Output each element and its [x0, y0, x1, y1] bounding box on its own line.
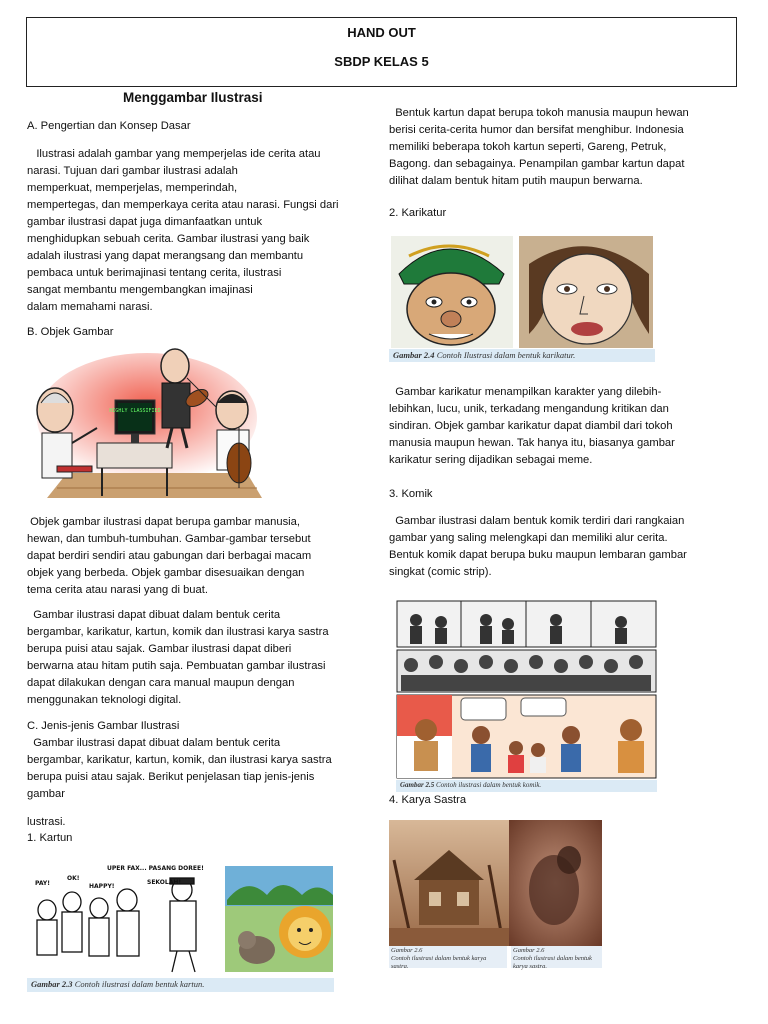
karikatur-heading: 2. Karikatur	[389, 207, 447, 219]
text-line: dapat berdiri sendiri atau gabungan dari berbagai macam	[27, 550, 312, 562]
text-line: bergambar, karikatur, kartun, komik dan ilustrasi karya sastra	[27, 626, 329, 638]
komik-heading: 3. Komik	[389, 488, 433, 500]
paragraph-kartun	[389, 105, 749, 190]
text-line: singkat (comic strip).	[389, 566, 492, 578]
text-line: dapat dilakukan dengan cara manual maupun dengan	[27, 677, 295, 689]
page-title: Menggambar Ilustrasi	[123, 90, 263, 105]
text-line: gambar	[27, 788, 65, 800]
text-line: tema cerita atau narasi yang di buat.	[27, 584, 208, 596]
cartoon-bubble-text: UPER FAX... PASANG DOREE!	[107, 865, 204, 872]
text-line: sindiran. Objek gambar karikatur dapat diambil dari tokoh	[389, 420, 673, 432]
komik-caption	[396, 780, 657, 792]
text-line: Ilustrasi adalah gambar yang memperjelas ide cerita atau	[27, 148, 321, 160]
caption-text: Contoh ilustrasi dalam bentuk kartun.	[74, 979, 205, 989]
text-line: Objek gambar ilustrasi dapat berupa gambar manusia,	[27, 516, 300, 528]
karya-sastra-heading: 4. Karya Sastra	[389, 794, 467, 806]
header-title: HAND OUT	[347, 25, 416, 40]
section-c	[27, 718, 377, 803]
header-subtitle: SBDP KELAS 5	[334, 54, 429, 69]
caption-text: Contoh ilustrasi dalam bentuk karya sastra.	[391, 955, 487, 970]
text-line: Bentuk kartun dapat berupa tokoh manusia maupun hewan	[389, 107, 689, 119]
text-line: dalam memahami narasi.	[27, 301, 153, 313]
objek-gambar-illustration	[27, 348, 262, 500]
paragraph-b1	[27, 514, 377, 599]
text-line: gambar yang saling melengkapi dan memiliki alur cerita.	[389, 532, 668, 544]
karya-sastra-illustration	[389, 820, 602, 946]
caption-label: Gambar 2.3	[31, 979, 73, 989]
monitor-text: HIGHLY CLASSIFIED	[109, 408, 161, 414]
karikatur-caption	[389, 349, 655, 362]
cartoon-bubble-text: PAY!	[35, 880, 50, 887]
sastra-caption-right	[511, 946, 602, 968]
header-box	[26, 17, 737, 87]
section-a-heading: A. Pengertian dan Konsep Dasar	[27, 120, 191, 132]
karikatur-illustration	[389, 234, 655, 349]
text-line: berwarna atau hitam putih saja. Pembuatan gambar ilustrasi	[27, 660, 326, 672]
caption-text: Contoh ilustrasi dalam bentuk komik.	[435, 781, 542, 789]
lustrasi-text: lustrasi.	[27, 816, 66, 828]
text-line: berisi cerita-cerita humor dan bersifat menghibur. Indonesia	[389, 124, 684, 136]
text-line: bergambar, karikatur, kartun, komik, dan ilustrasi karya sastra	[27, 754, 332, 766]
komik-illustration	[396, 600, 657, 780]
paragraph-a	[27, 146, 377, 316]
section-c-heading: C. Jenis-jenis Gambar Ilustrasi	[27, 720, 180, 732]
text-line: narasi. Tujuan dari gambar ilustrasi adalah	[27, 165, 238, 177]
sastra-caption-left	[389, 946, 507, 968]
caption-text: Contoh ilustrasi dalam bentuk karya sastra.	[513, 955, 592, 970]
text-line: objek yang berbeda. Objek gambar disesuaikan dengan	[27, 567, 305, 579]
text-line: menggunakan teknologi digital.	[27, 694, 182, 706]
cartoon-bubble-text: HAPPY!	[89, 883, 115, 890]
text-line: sangat membantu mengembangkan imajinasi	[27, 284, 253, 296]
text-line: hewan, dan tumbuh-tumbuhan. Gambar-gambar tersebut	[27, 533, 311, 545]
text-line: Gambar karikatur menampilkan karakter yang dilebih-	[389, 386, 662, 398]
text-line: dilihat dalam bentuk hitam putih maupun berwarna.	[389, 175, 643, 187]
caption-text: Contoh Ilustrasi dalam bentuk karikatur.	[436, 350, 576, 360]
paragraph-komik	[389, 513, 749, 581]
caption-label: Gambar 2.5	[400, 781, 435, 789]
paragraph-b2	[27, 607, 377, 709]
kartun-heading: 1. Kartun	[27, 832, 73, 844]
caption-label: Gambar 2.6	[391, 947, 423, 954]
text-line: Bentuk komik dapat berupa buku maupun lembaran gambar	[389, 549, 687, 561]
text-line: karikatur sering dijadikan sebagai meme.	[389, 454, 593, 466]
kartun-illustration	[27, 860, 334, 978]
caption-label: Gambar 2.6	[513, 947, 545, 954]
text-line: Gambar ilustrasi dapat dibuat dalam bentuk cerita	[27, 737, 281, 749]
text-line: pembaca untuk berimajinasi tentang cerita, ilustrasi	[27, 267, 282, 279]
paragraph-karikatur	[389, 384, 749, 469]
text-line: mempertegas, dan memperkaya cerita atau narasi. Fungsi dari	[27, 199, 339, 211]
section-b-heading: B. Objek Gambar	[27, 326, 114, 338]
cartoon-bubble-text: OK!	[67, 875, 80, 882]
text-line: berupa puisi atau sajak. Gambar ilustrasi dapat diberi	[27, 643, 292, 655]
text-line: Gambar ilustrasi dalam bentuk komik terdiri dari rangkaian	[389, 515, 685, 527]
text-line: manusia maupun hewan. Tak hanya itu, biasanya gambar	[389, 437, 675, 449]
text-line: adalah ilustrasi yang dapat merangsang dan membantu	[27, 250, 304, 262]
text-line: gambar ilustrasi dapat juga dimanfaatkan untuk	[27, 216, 263, 228]
text-line: menghidupkan sebuah cerita. Gambar ilustrasi yang baik	[27, 233, 310, 245]
text-line: berupa puisi atau sajak. Berikut penjelasan tiap jenis-jenis	[27, 771, 315, 783]
caption-label: Gambar 2.4	[393, 350, 435, 360]
text-line: memiliki beberapa tokoh kartun seperti, Gareng, Petruk,	[389, 141, 667, 153]
text-line: memperkuat, memperjelas, memperindah,	[27, 182, 238, 194]
text-line: Gambar ilustrasi dapat dibuat dalam bentuk cerita	[27, 609, 281, 621]
text-line: Bagong. dan sebagainya. Penampilan gambar kartun dapat	[389, 158, 685, 170]
cartoon-bubble-text: SEKOLAH!	[147, 879, 182, 886]
text-line: lebihkan, lucu, unik, terkadang mengandung kritikan dan	[389, 403, 669, 415]
kartun-caption	[27, 978, 334, 992]
